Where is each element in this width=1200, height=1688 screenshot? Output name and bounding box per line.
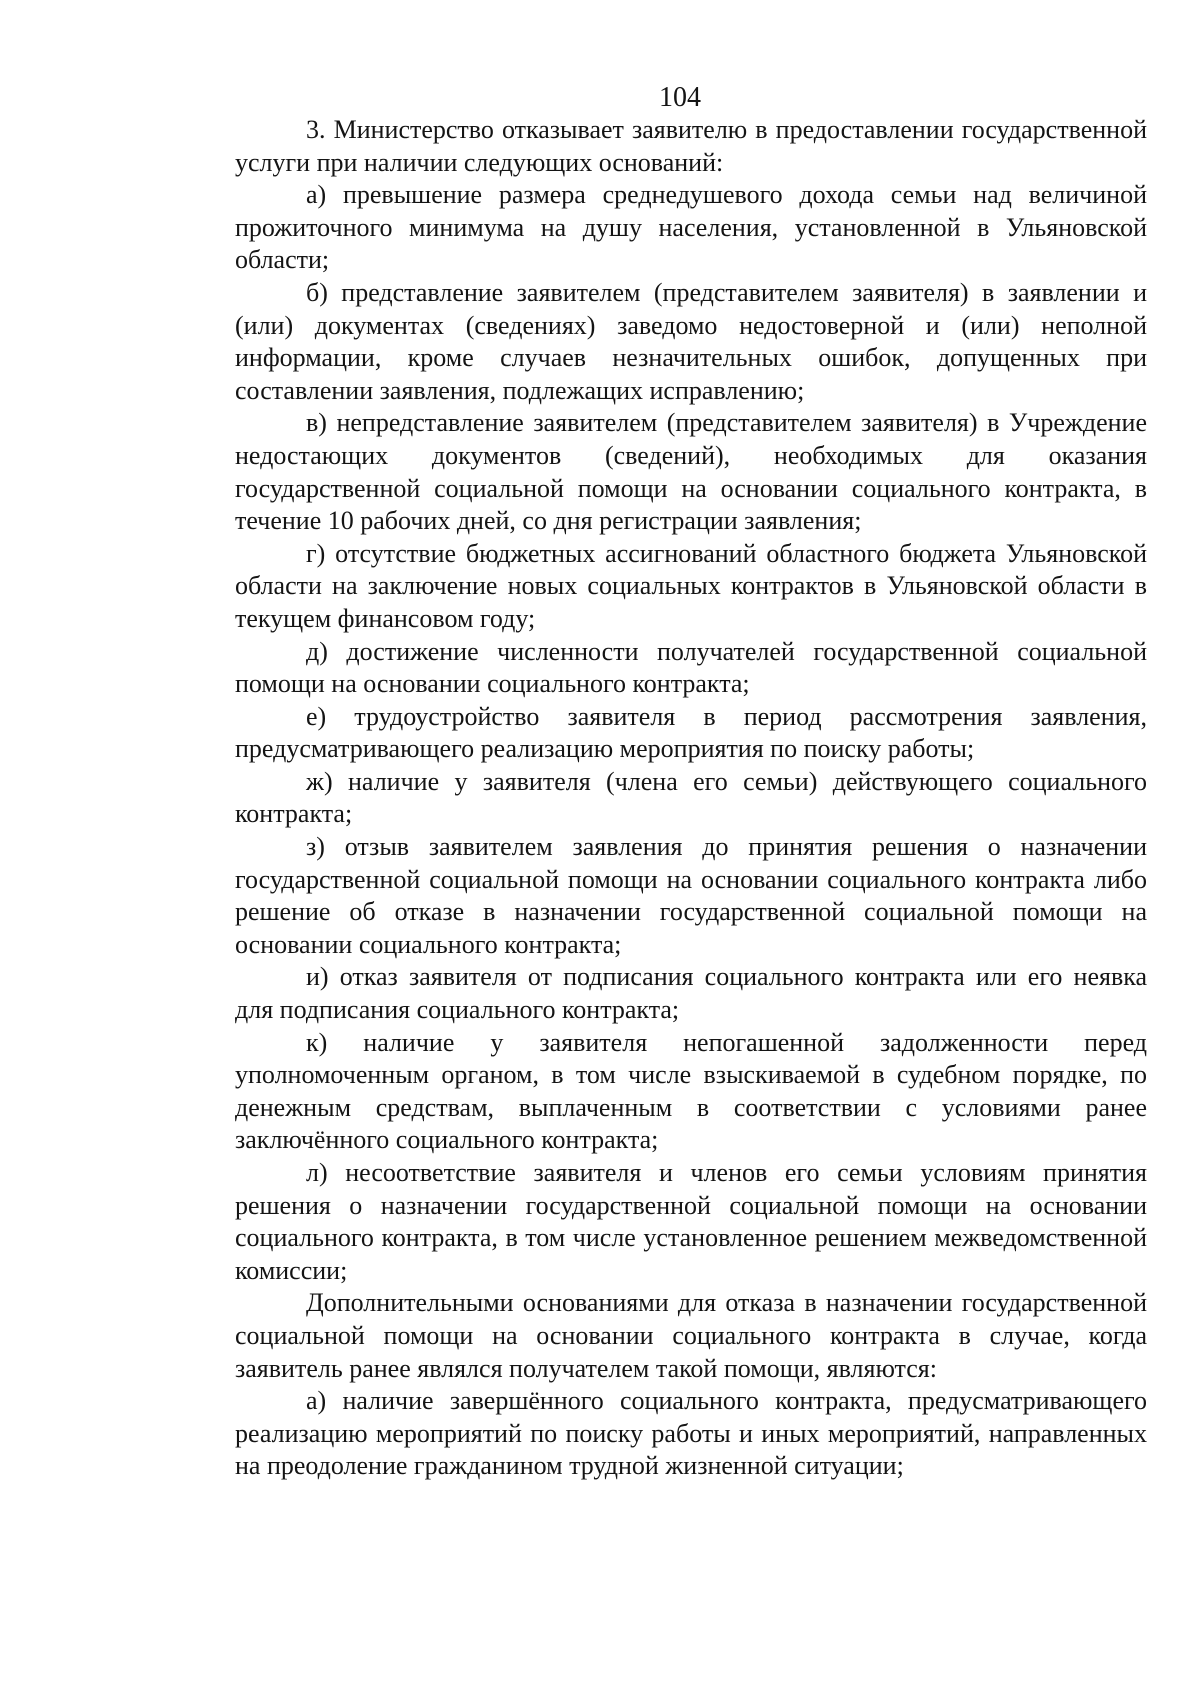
- paragraph-item-g: г) отсутствие бюджетных ассигнований областного бюджета Ульяновской области на заключение новых социальных контрактов в Ульяновской области в текущем финансовом году;: [235, 538, 1147, 633]
- paragraph-item-v: в) непредставление заявителем (представителем заявителя) в Учреждение недостающих документов (сведений), необходимых для оказания государственной социальной помощи на основании социального контракта, в течение 10 рабочих дней, со дня регистрации заявления;: [235, 408, 1147, 536]
- page-number: 104: [659, 82, 701, 113]
- paragraph-item-k: к) наличие у заявителя непогашенной задолженности перед уполномоченным органом, в том числе взыскиваемой в судебном порядке, по денежным средствам, выплаченным в соответствии с условиями ранее заключённого социального контракта;: [235, 1027, 1147, 1155]
- document-body: [235, 114, 1147, 1483]
- paragraph-item-b: б) представление заявителем (представителем заявителя) в заявлении и (или) документах (сведениях) заведомо недостоверной и (или) неполной информации, кроме случаев незначительных ошибок, допущенных при составлении заявления, подлежащих исправлению;: [235, 277, 1147, 405]
- paragraph-intro: 3. Министерство отказывает заявителю в предоставлении государственной услуги при наличии следующих оснований:: [235, 115, 1147, 177]
- paragraph-item-d: д) достижение численности получателей государственной социальной помощи на основании социального контракта;: [235, 636, 1147, 699]
- paragraph-item-e: е) трудоустройство заявителя в период рассмотрения заявления, предусматривающего реализацию мероприятия по поиску работы;: [235, 701, 1147, 764]
- paragraph-item-z: з) отзыв заявителем заявления до принятия решения о назначении государственной социальной помощи на основании социального контракта либо решение об отказе в назначении государственной социальной помощи на основании социального контракта;: [235, 832, 1147, 959]
- paragraph-item-zh: ж) наличие у заявителя (члена его семьи) действующего социального контракта;: [235, 766, 1147, 829]
- paragraph-additional-grounds: Дополнительными основаниями для отказа в назначении государственной социальной помощи на основании социального контракта в случае, когда заявитель ранее являлся получателем такой помощи, являются:: [235, 1288, 1147, 1383]
- paragraph-item-i: и) отказ заявителя от подписания социального контракта или его неявка для подписания социального контракта;: [235, 962, 1147, 1025]
- paragraph-item-a: а) превышение размера среднедушевого дохода семьи над величиной прожиточного минимума на душу населения, установленной в Ульяновской области;: [235, 180, 1147, 275]
- paragraph-item-l: л) несоответствие заявителя и членов его семьи условиям принятия решения о назначении государственной социальной помощи на основании социального контракта, в том числе установленное решением межведомственной комиссии;: [235, 1158, 1147, 1285]
- paragraph-additional-item-a: а) наличие завершённого социального контракта, предусматривающего реализацию мероприятий по поиску работы и иных мероприятий, направленных на преодоление гражданином трудной жизненной ситуации;: [235, 1386, 1147, 1481]
